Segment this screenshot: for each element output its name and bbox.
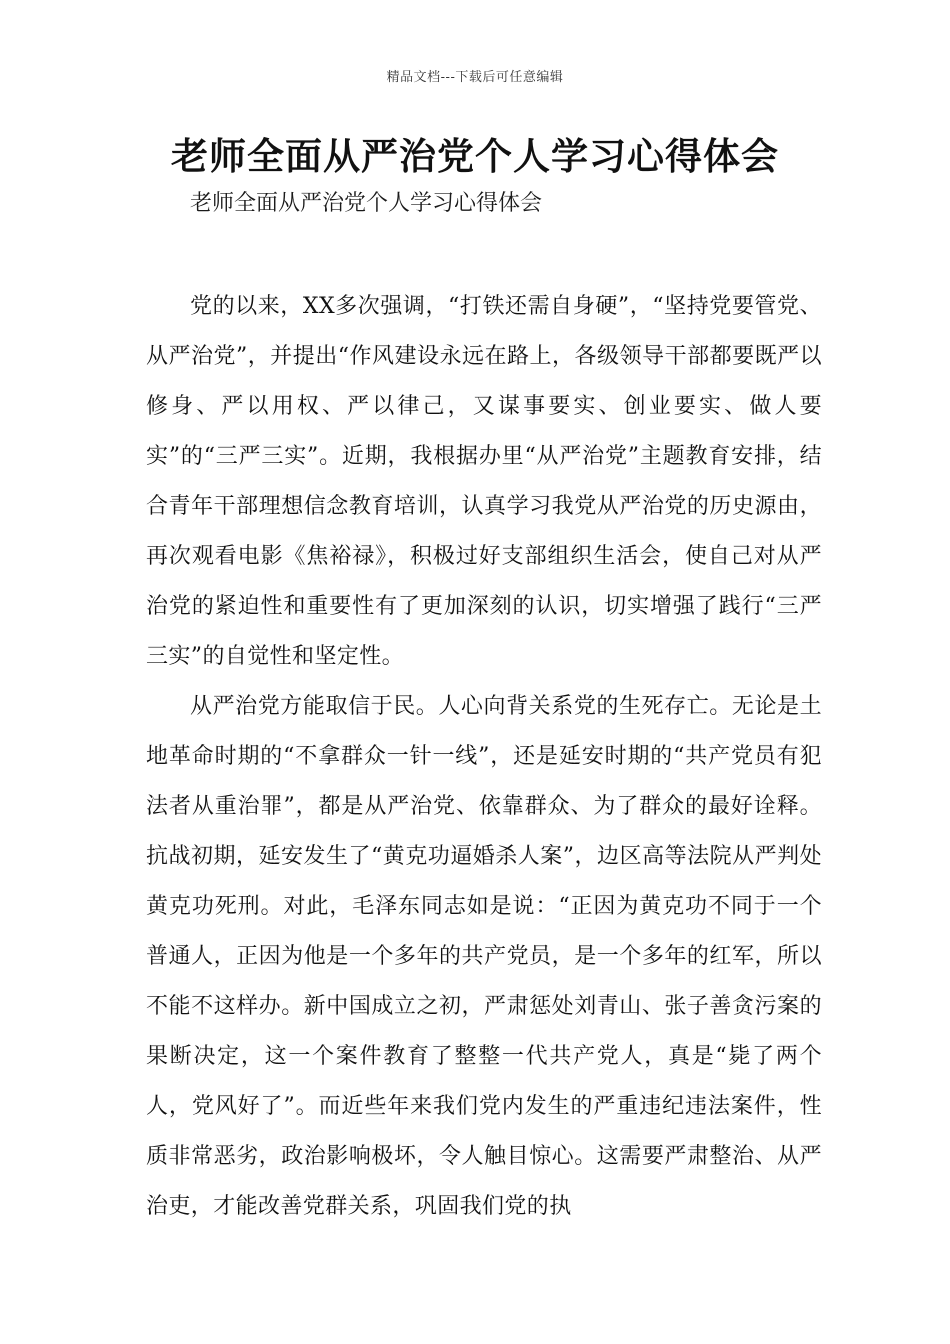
document-title: 老师全面从严治党个人学习心得体会 — [171, 135, 779, 178]
header-note: 精品文档---下载后可任意编辑 — [386, 70, 564, 85]
document-body — [146, 282, 822, 1232]
body-paragraph: 从严治党方能取信于民。人心向背关系党的生死存亡。无论是土地革命时期的“不拿群众一针一线”，还是延安时期的“共产党员有犯法者从重治罪”，都是从严治党、依靠群众、为了群众的最好诠释。抗战初期，延安发生了“黄克功逼婚杀人案”，边区高等法院从严判处黄克功死刑。对此，毛泽东同志如是说：“正因为黄克功不同于一个普通人，正因为他是一个多年的共产党员，是一个多年的红军，所以不能不这样办。新中国成立之初，严肃惩处刘青山、张子善贪污案的果断决定，这一个案件教育了整整一代共产党人，真是“毙了两个人，党风好了”。而近些年来我们党内发生的严重违纪违法案件，性质非常恶劣，政治影响极坏，令人触目惊心。这需要严肃整治、从严治吏，才能改善党群关系，巩固我们党的执 — [146, 694, 822, 1219]
body-paragraph: 党的以来，XX多次强调，“打铁还需自身硬”，“坚持党要管党、从严治党”，并提出“作风建设永远在路上，各级领导干部都要既严以修身、严以用权、严以律己，又谋事要实、创业要实、做人要实”的“三严三实”。近期，我根据办里“从严治党”主题教育安排，结合青年干部理想信念教育培训，认真学习我党从严治党的历史源由，再次观看电影《焦裕禄》，积极过好支部组织生活会，使自己对从严治党的紧迫性和重要性有了更加深刻的认识，切实增强了践行“三严三实”的自觉性和坚定性。 — [146, 294, 822, 669]
document-subtitle: 老师全面从严治党个人学习心得体会 — [190, 191, 543, 216]
